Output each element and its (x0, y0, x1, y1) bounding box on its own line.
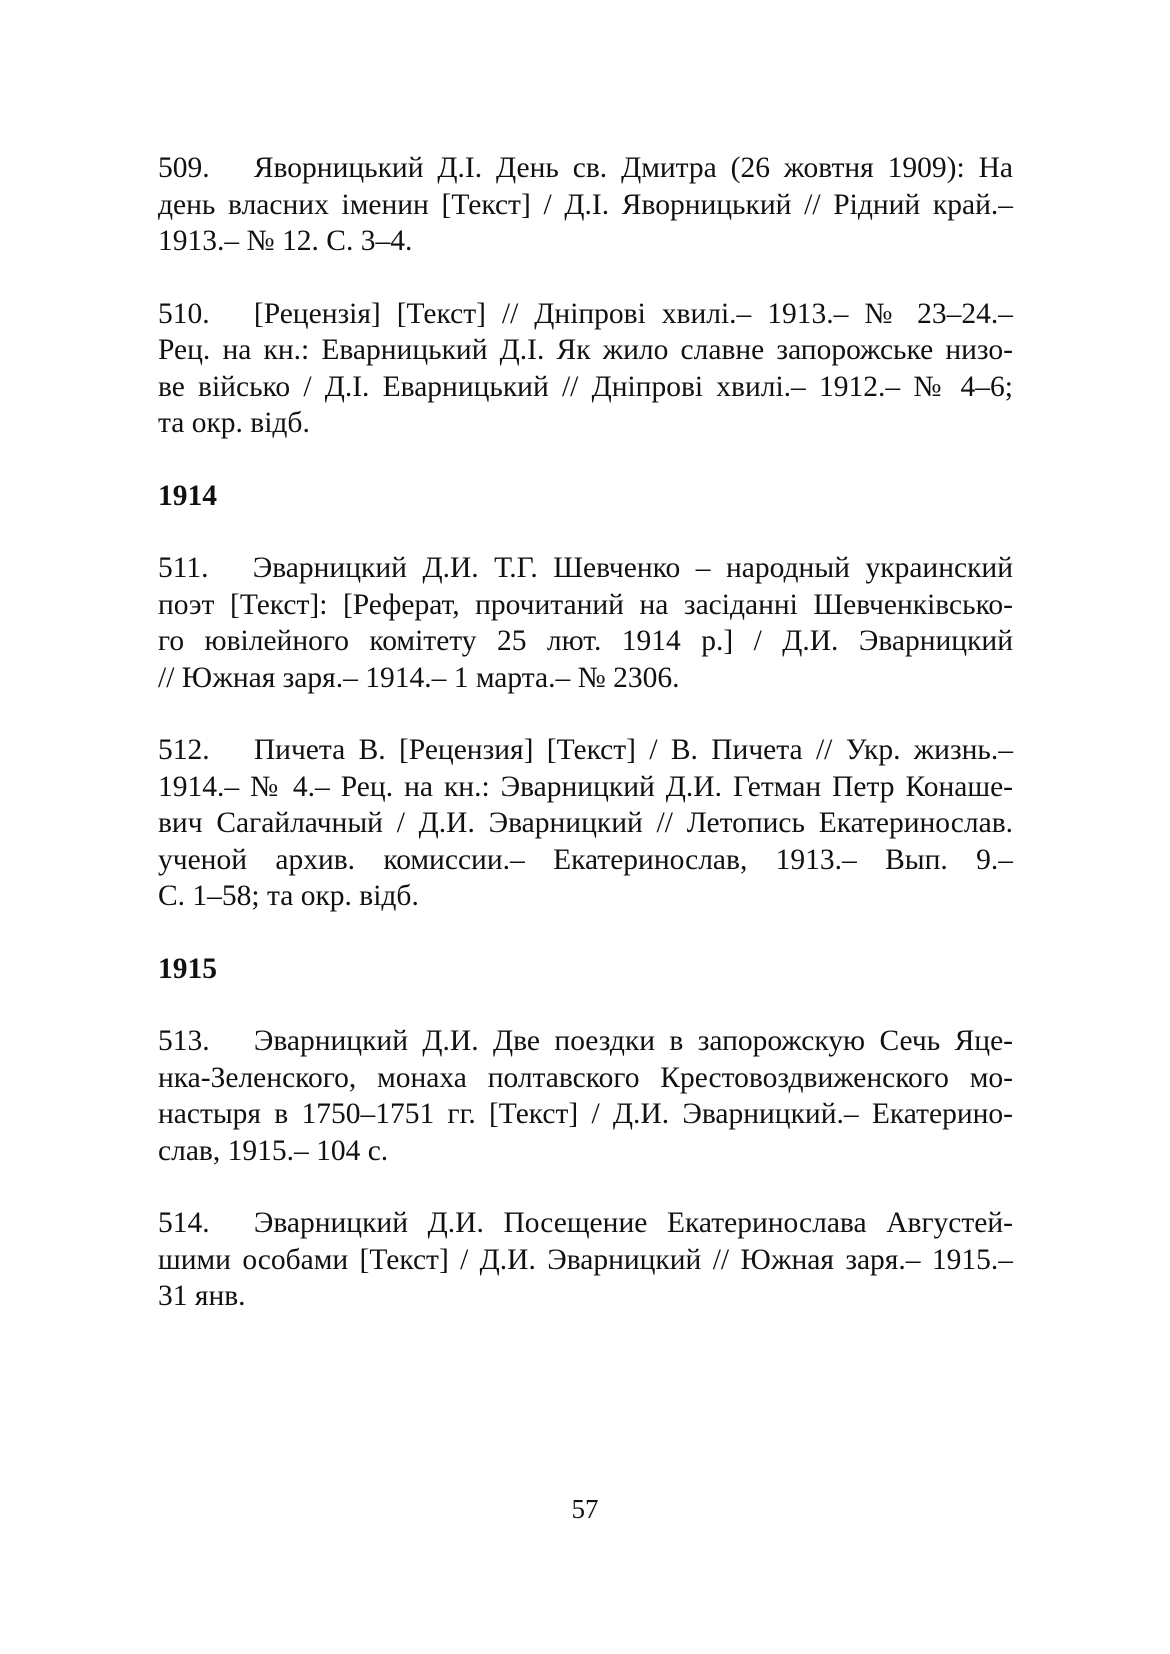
entry-line: слав, 1915.– 104 с. (158, 1134, 389, 1167)
year-heading: 1915 (158, 952, 217, 985)
entry-line: день власних іменин [Текст] / Д.І. Яворницький // Рідний край.– (158, 188, 1013, 221)
bibliography-entry-510 (158, 296, 1013, 442)
entry-line: нка-Зеленского, монаха полтавского Крестовоздвиженского мо- (158, 1061, 1013, 1094)
entry-line: С. 1–58; та окр. відб. (158, 880, 419, 912)
entry-line: настыря в 1750–1751 гг. [Текст] / Д.И. Эварницкий.– Екатерино- (158, 1098, 1013, 1130)
entry-line: 514. Эварницкий Д.И. Посещение Екатеринослава Августей- (158, 1207, 1013, 1239)
entry-line: 510. [Рецензія] [Текст] // Дніпрові хвилі.– 1913.– № 23–24.– (158, 297, 1013, 330)
year-heading: 1914 (158, 479, 217, 512)
entry-line: го ювілейного комітету 25 лют. 1914 р.] / Д.И. Эварницкий (158, 625, 1013, 657)
bibliography-entry-513 (158, 1023, 1013, 1169)
entry-line: ученой архив. комиссии.– Екатеринослав, 1913.– Вып. 9.– (158, 843, 1013, 876)
bibliography-entry-509 (158, 150, 1013, 260)
bibliography-entry-514 (158, 1205, 1013, 1315)
entry-line: 512. Пичета В. [Рецензия] [Текст] / В. Пичета // Укр. жизнь.– (158, 734, 1013, 766)
entry-line: 509. Яворницький Д.І. День св. Дмитра (26 жовтня 1909): На (158, 152, 1013, 184)
entry-line: ве військо / Д.І. Еварницький // Дніпрові хвилі.– 1912.– № 4–6; (158, 370, 1013, 403)
entry-line: шими особами [Текст] / Д.И. Эварницкий // Южная заря.– 1915.– (158, 1243, 1013, 1276)
page-number: 57 (571, 1494, 599, 1524)
entry-line: 1913.– № 12. С. 3–4. (158, 225, 413, 257)
entry-line: поэт [Текст]: [Реферат, прочитаний на засіданні Шевченківсько- (158, 588, 1013, 621)
entry-line: // Южная заря.– 1914.– 1 марта.– № 2306. (158, 661, 680, 694)
entry-line: 511. Эварницкий Д.И. Т.Г. Шевченко – народный украинский (158, 552, 1013, 584)
year-heading-1914 (158, 478, 1013, 515)
entry-line: вич Сагайлачный / Д.И. Эварницкий // Летопись Екатеринослав. (158, 807, 1013, 839)
entry-line: та окр. відб. (158, 407, 310, 439)
entry-line: 513. Эварницкий Д.И. Две поездки в запорожскую Сечь Яце- (158, 1025, 1013, 1057)
year-heading-1915 (158, 951, 1013, 988)
entry-line: Рец. на кн.: Еварницький Д.І. Як жило славне запорожське низо- (158, 334, 1013, 366)
bibliography-entry-511 (158, 550, 1013, 696)
bibliography-entry-512 (158, 732, 1013, 915)
entry-line: 1914.– № 4.– Рец. на кн.: Эварницкий Д.И. Гетман Петр Конаше- (158, 770, 1013, 803)
text-column (158, 150, 1013, 1315)
entry-line: 31 янв. (158, 1280, 246, 1312)
